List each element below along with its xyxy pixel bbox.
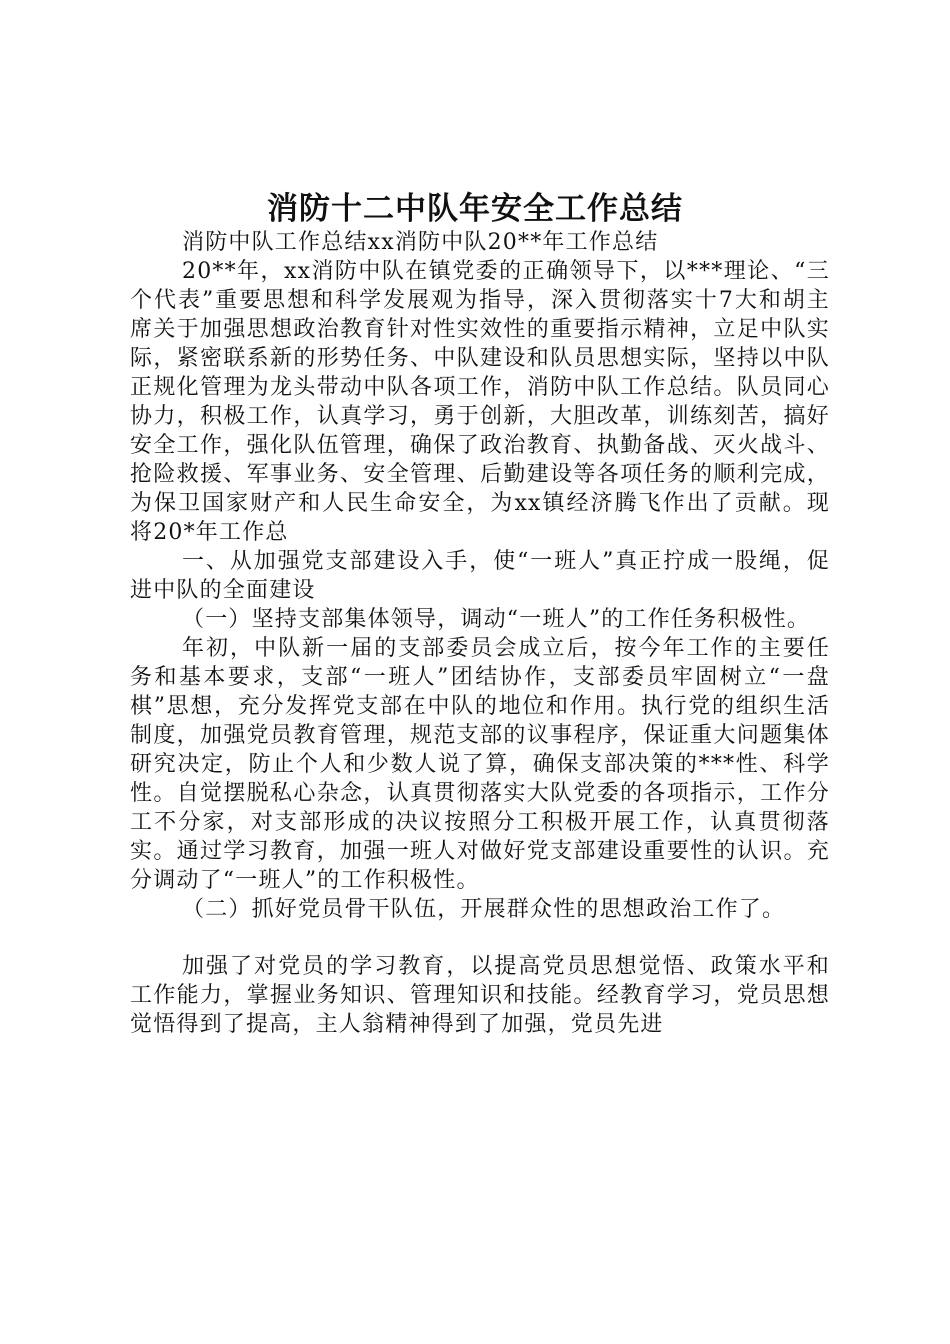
paragraph-gap <box>130 924 830 952</box>
subsection-heading-1: （一）坚持支部集体领导，调动“一班人”的工作任务积极性。 <box>182 607 811 632</box>
paragraph-intro: 20**年，xx消防中队在镇党委的正确领导下，以***理论、“三个代表”重要思想和科学发展观为指导，深入贯彻落实十7大和胡主席关于加强思想政治教育针对性实效性的重要指示精神，立足中队实际，紧密联系新的形势任务、中队建设和队员思想实际，坚持以中队正规化管理为龙头带动中队各项工作，消防中队工作总结。队员同心协力，积极工作，认真学习，勇于创新，大胆改革，训练刻苦，搞好安全工作，强化队伍管理，确保了政治教育、执勤备战、灭火战斗、抢险救援、军事业务、安全管理、后勤建设等各项任务的顺利完成，为保卫国家财产和人民生命安全，为xx镇经济腾飞作出了贡献。现将20*年工作总 <box>130 259 830 545</box>
paragraph-subtitle: 消防中队工作总结xx消防中队20**年工作总结 <box>182 230 659 255</box>
subsection-heading-2: （二）抓好党员骨干队伍，开展群众性的思想政治工作了。 <box>182 897 786 922</box>
document-body <box>130 228 830 1039</box>
paragraph-body-1: 年初，中队新一届的支部委员会成立后，按今年工作的主要任务和基本要求，支部“一班人”团结协作，支部委员牢固树立“一盘棋”思想，充分发挥党支部在中队的地位和作用。执行党的组织生活制度，加强党员教育管理，规范支部的议事程序，保证重大问题集体研究决定，防止个人和少数人说了算，确保支部决策的***性、科学性。自觉摆脱私心杂念，认真贯彻落实大队党委的各项指示，工作分工不分家，对支部形成的决议按照分工积极开展工作，认真贯彻落实。通过学习教育，加强一班人对做好党支部建设重要性的认识。充分调动了“一班人”的工作积极性。 <box>130 636 830 893</box>
document-title: 消防十二中队年安全工作总结 <box>267 191 683 227</box>
section-heading-1: 一、从加强党支部建设入手，使“一班人”真正拧成一股绳，促进中队的全面建设 <box>130 549 830 603</box>
paragraph-body-2: 加强了对党员的学习教育，以提高党员思想觉悟、政策水平和工作能力，掌握业务知识、管理知识和技能。经教育学习，党员思想觉悟得到了提高，主人翁精神得到了加强，党员先进 <box>130 954 830 1037</box>
